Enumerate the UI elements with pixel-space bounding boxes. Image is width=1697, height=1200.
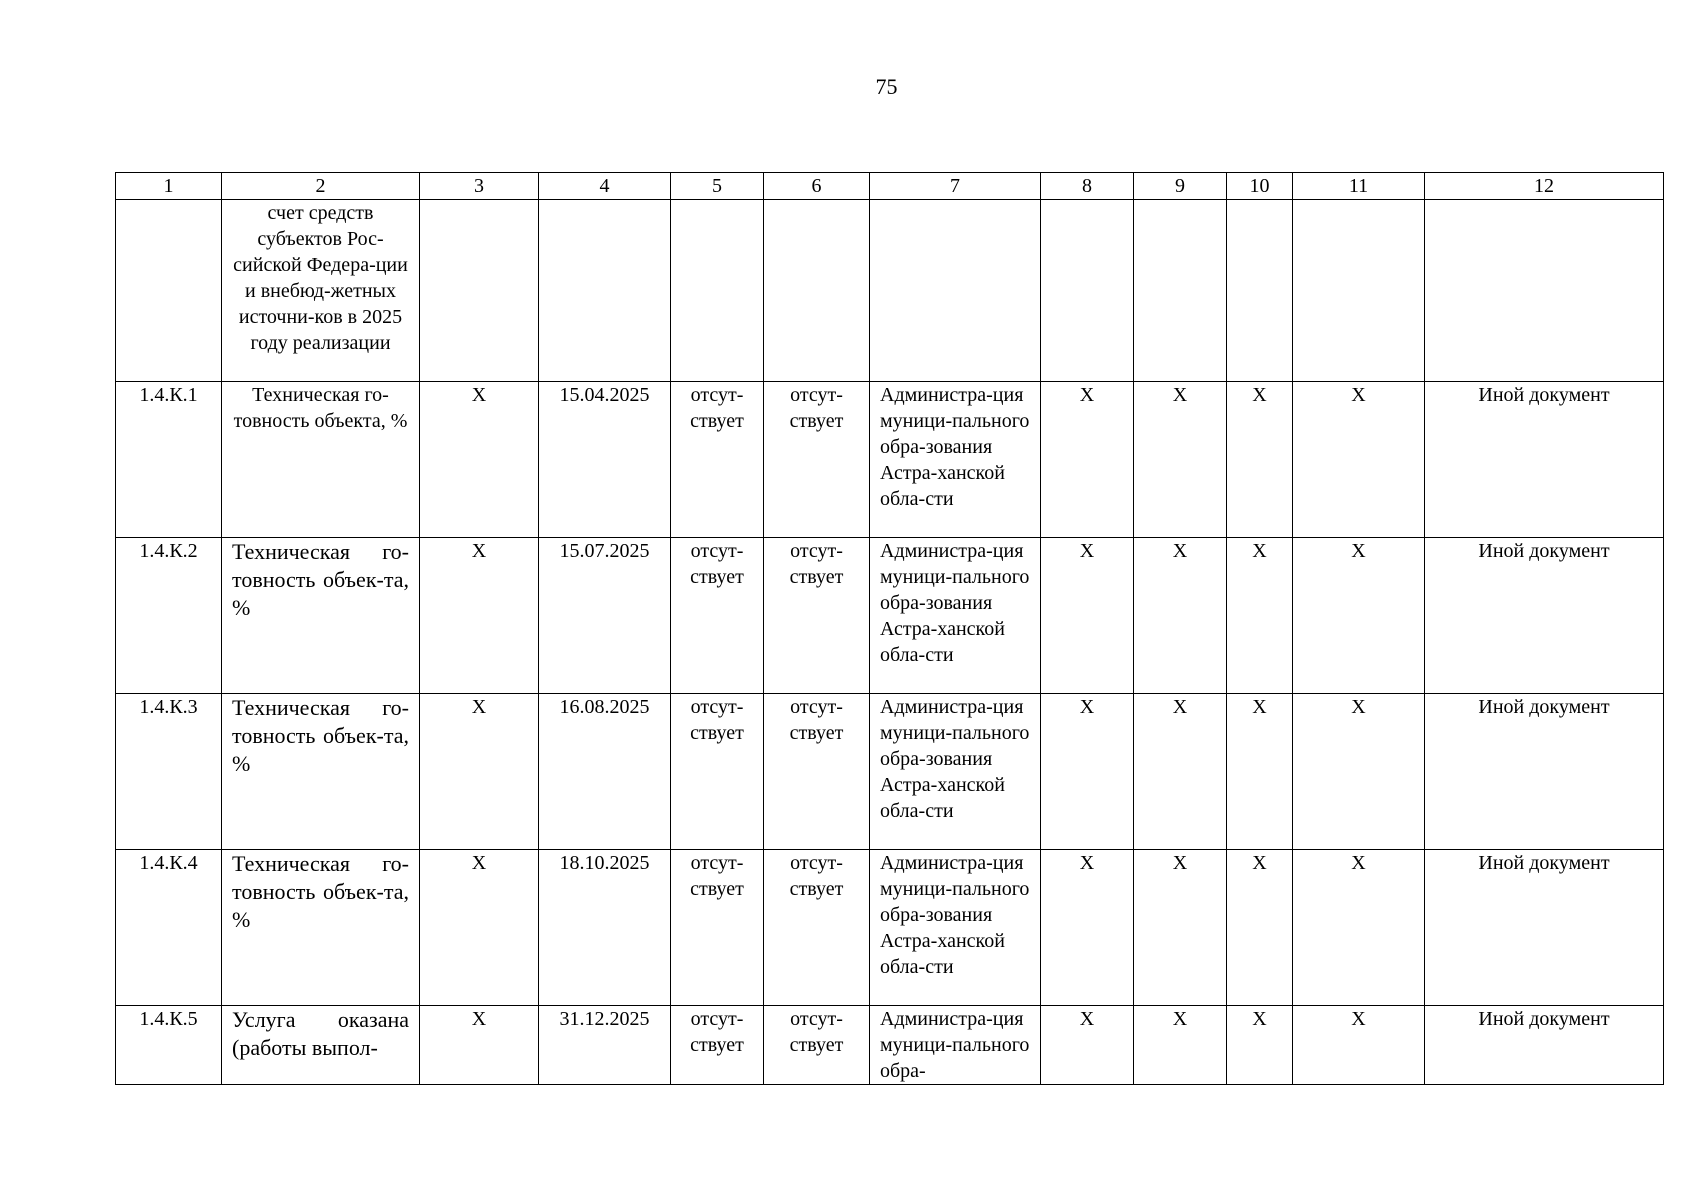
table-cell: X (1293, 850, 1425, 1006)
document-type-cell: Иной документ (1425, 382, 1664, 538)
date-cell: 18.10.2025 (539, 850, 671, 1006)
column-number-3: 3 (420, 173, 539, 200)
table-cell: X (1134, 382, 1227, 538)
document-type-cell: Иной документ (1425, 694, 1664, 850)
column-number-5: 5 (671, 173, 764, 200)
table-cell (870, 200, 1041, 382)
table-cell: X (1227, 850, 1293, 1006)
table-row (116, 1006, 1664, 1085)
document-type-cell: Иной документ (1425, 1006, 1664, 1085)
table-cell: X (420, 694, 539, 850)
table-cell (1134, 200, 1227, 382)
indicator-name-cell: Техническая го-товность объек-та, % (222, 850, 420, 1006)
table-cell: X (1134, 538, 1227, 694)
document-type-cell: Иной документ (1425, 538, 1664, 694)
table-cell: X (1134, 850, 1227, 1006)
column-number-2: 2 (222, 173, 420, 200)
table-cell: X (1041, 538, 1134, 694)
table-cell (1425, 200, 1664, 382)
table-cell (420, 200, 539, 382)
row-code-cell: 1.4.К.2 (116, 538, 222, 694)
table-cell: X (420, 1006, 539, 1085)
date-cell: 16.08.2025 (539, 694, 671, 850)
indicator-name-cell: Техническая го-товность объекта, % (222, 382, 420, 538)
column-number-6: 6 (764, 173, 870, 200)
table-cell: X (1134, 1006, 1227, 1085)
row-code-cell: 1.4.К.5 (116, 1006, 222, 1085)
column-number-8: 8 (1041, 173, 1134, 200)
table-cell: X (1227, 382, 1293, 538)
table-cell (671, 200, 764, 382)
table-cell: X (1227, 1006, 1293, 1085)
table-cell: X (1041, 694, 1134, 850)
continuation-row (116, 200, 1664, 382)
table-cell: отсут-ствует (671, 382, 764, 538)
table-cell (539, 200, 671, 382)
table-cell (1041, 200, 1134, 382)
table-cell: X (1041, 382, 1134, 538)
table-cell: отсут-ствует (671, 1006, 764, 1085)
table-cell: X (1293, 1006, 1425, 1085)
date-cell: 31.12.2025 (539, 1006, 671, 1085)
table-cell: X (420, 382, 539, 538)
indicator-name-cell: Техническая го-товность объек-та, % (222, 694, 420, 850)
table-cell: X (420, 538, 539, 694)
table-cell: отсут-ствует (764, 694, 870, 850)
table-cell (1293, 200, 1425, 382)
date-cell: 15.07.2025 (539, 538, 671, 694)
table-cell: отсут-ствует (671, 694, 764, 850)
table-cell: X (1041, 1006, 1134, 1085)
table-cell: X (1293, 382, 1425, 538)
table-cell: X (1293, 538, 1425, 694)
table-cell: отсут-ствует (764, 382, 870, 538)
table-cell: X (1134, 694, 1227, 850)
date-cell: 15.04.2025 (539, 382, 671, 538)
responsible-cell: Администра-ция муници-пального обра-зования Астра-ханской обла-сти (870, 538, 1041, 694)
table-cell: X (1293, 694, 1425, 850)
table-row (116, 694, 1664, 850)
responsible-cell: Администра-ция муници-пального обра- (870, 1006, 1041, 1085)
column-number-12: 12 (1425, 173, 1664, 200)
indicator-name-cell: Услуга оказана (работы выпол- (222, 1006, 420, 1085)
table-cell: X (420, 850, 539, 1006)
header-row (116, 173, 1664, 200)
row-code-cell: 1.4.К.4 (116, 850, 222, 1006)
column-number-1: 1 (116, 173, 222, 200)
table-cell: X (1227, 694, 1293, 850)
table-row (116, 850, 1664, 1006)
continuation-text-cell: счет средств субъектов Рос-сийской Федера-ции и внебюд-жетных источни-ков в 2025 году реализации (222, 200, 420, 382)
indicator-name-cell: Техническая го-товность объек-та, % (222, 538, 420, 694)
table-cell (764, 200, 870, 382)
column-number-10: 10 (1227, 173, 1293, 200)
table-cell: отсут-ствует (671, 538, 764, 694)
table-cell: отсут-ствует (764, 850, 870, 1006)
table-cell: отсут-ствует (671, 850, 764, 1006)
column-number-4: 4 (539, 173, 671, 200)
document-type-cell: Иной документ (1425, 850, 1664, 1006)
table-cell (116, 200, 222, 382)
table-row (116, 538, 1664, 694)
responsible-cell: Администра-ция муници-пального обра-зования Астра-ханской обла-сти (870, 694, 1041, 850)
table-cell (1227, 200, 1293, 382)
column-number-11: 11 (1293, 173, 1425, 200)
responsible-cell: Администра-ция муници-пального обра-зования Астра-ханской обла-сти (870, 382, 1041, 538)
row-code-cell: 1.4.К.3 (116, 694, 222, 850)
column-number-9: 9 (1134, 173, 1227, 200)
responsible-cell: Администра-ция муници-пального обра-зования Астра-ханской обла-сти (870, 850, 1041, 1006)
column-number-7: 7 (870, 173, 1041, 200)
table-cell: отсут-ствует (764, 1006, 870, 1085)
table-cell: X (1227, 538, 1293, 694)
table-row (116, 382, 1664, 538)
table-cell: X (1041, 850, 1134, 1006)
table-cell: отсут-ствует (764, 538, 870, 694)
control-points-table (115, 172, 1664, 1085)
row-code-cell: 1.4.К.1 (116, 382, 222, 538)
page-number: 75 (875, 74, 898, 99)
